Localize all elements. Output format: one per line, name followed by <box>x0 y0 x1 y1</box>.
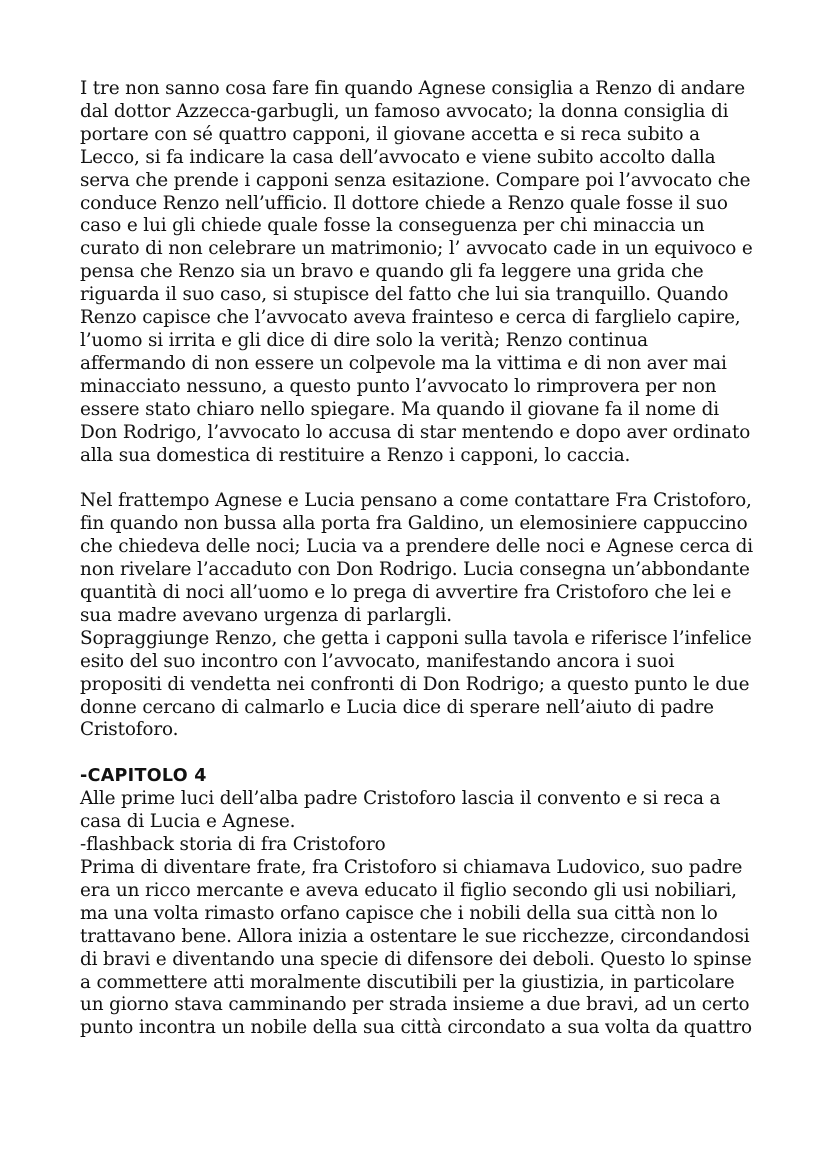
text-line: quantità di noci all’uomo e lo prega di avvertire fra Cristoforo che lei e <box>80 582 732 604</box>
text-line: l’uomo si irrita e gli dice di dire solo la verità; Renzo continua <box>80 329 648 351</box>
text-line: fin quando non bussa alla porta fra Galdino, un elemosiniere cappuccino <box>80 513 748 535</box>
text-line: dal dottor Azzecca-garbugli, un famoso avvocato; la donna consiglia di <box>80 100 729 122</box>
text-line: alla sua domestica di restituire a Renzo i capponi, lo caccia. <box>80 444 631 466</box>
text-line: minacciato nessuno, a questo punto l’avvocato lo rimprovera per non <box>80 375 717 397</box>
text-line: ma una volta rimasto orfano capisce che i nobili della sua città non lo <box>80 902 718 924</box>
text-line: caso e lui gli chiede quale fosse la conseguenza per chi minaccia un <box>80 215 705 237</box>
text-line: -flashback storia di fra Cristoforo <box>80 834 386 856</box>
text-line: un giorno stava camminando per strada insieme a due bravi, ad un certo <box>80 994 750 1016</box>
paragraph-capitolo-4 <box>80 788 770 1040</box>
paragraph-fra-galdino <box>80 490 770 742</box>
text-line: trattavano bene. Allora inizia a ostentare le sue ricchezze, circondandosi <box>80 925 750 947</box>
text-line: Renzo capisce che l’avvocato aveva frainteso e cerca di farglielo capire, <box>80 307 741 329</box>
text-line: Prima di diventare frate, fra Cristoforo si chiamava Ludovico, suo padre <box>80 857 743 878</box>
paragraph-spacer <box>80 742 770 765</box>
text-line: propositi di vendetta nei confronti di Don Rodrigo; a questo punto le due <box>80 673 750 695</box>
text-line: donne cercano di calmarlo e Lucia dice di sperare nell’aiuto di padre <box>80 696 714 718</box>
text-line: serva che prende i capponi senza esitazione. Compare poi l’avvocato che <box>80 169 751 191</box>
text-line: curato di non celebrare un matrimonio; l’ avvocato cade in un equivoco e <box>80 238 753 260</box>
text-line: Alle prime luci dell’alba padre Cristoforo lascia il convento e si reca a <box>80 788 721 810</box>
text-line: punto incontra un nobile della sua città circondato a sua volta da quattro <box>80 1017 752 1039</box>
paragraph-azzecca-garbugli <box>80 78 770 467</box>
text-line: Cristoforo. <box>80 719 179 741</box>
text-line: a commettere atti moralmente discutibili per la giustizia, in particolare <box>80 971 735 993</box>
text-line: pensa che Renzo sia un bravo e quando gli fa leggere una grida che <box>80 261 704 283</box>
text-line: che chiedeva delle noci; Lucia va a prendere delle noci e Agnese cerca di <box>80 536 754 558</box>
text-line: conduce Renzo nell’ufficio. Il dottore chiede a Renzo quale fosse il suo <box>80 192 728 214</box>
text-line: era un ricco mercante e aveva educato il figlio secondo gli usi nobiliari, <box>80 879 737 901</box>
document-page <box>80 78 770 1040</box>
text-line: riguarda il suo caso, si stupisce del fatto che lui sia tranquillo. Quando <box>80 284 729 306</box>
text-line: Nel frattempo Agnese e Lucia pensano a come contattare Fra Cristoforo, <box>80 490 752 512</box>
text-line: sua madre avevano urgenza di parlargli. <box>80 604 452 626</box>
text-line: esito del suo incontro con l’avvocato, manifestando ancora i suoi <box>80 650 675 672</box>
text-line: Don Rodrigo, l’avvocato lo accusa di star mentendo e dopo aver ordinato <box>80 421 751 443</box>
text-line: casa di Lucia e Agnese. <box>80 811 296 833</box>
chapter-heading: -CAPITOLO 4 <box>80 766 207 787</box>
text-line: Lecco, si fa indicare la casa dell’avvocato e viene subito accolto dalla <box>80 146 716 168</box>
text-line: di bravi e diventando una specie di difensore dei deboli. Questo lo spinse <box>80 948 752 970</box>
text-line: Sopraggiunge Renzo, che getta i capponi sulla tavola e riferisce l’infelice <box>80 627 752 649</box>
text-line: essere stato chiaro nello spiegare. Ma quando il giovane fa il nome di <box>80 398 719 420</box>
text-line: non rivelare l’accaduto con Don Rodrigo. Lucia consegna un’abbondante <box>80 559 750 581</box>
text-line: affermando di non essere un colpevole ma la vittima e di non aver mai <box>80 352 727 374</box>
text-line: portare con sé quattro capponi, il giovane accetta e si reca subito a <box>80 123 700 145</box>
paragraph-spacer <box>80 467 770 490</box>
text-line: I tre non sanno cosa fare fin quando Agnese consiglia a Renzo di andare <box>80 78 745 99</box>
